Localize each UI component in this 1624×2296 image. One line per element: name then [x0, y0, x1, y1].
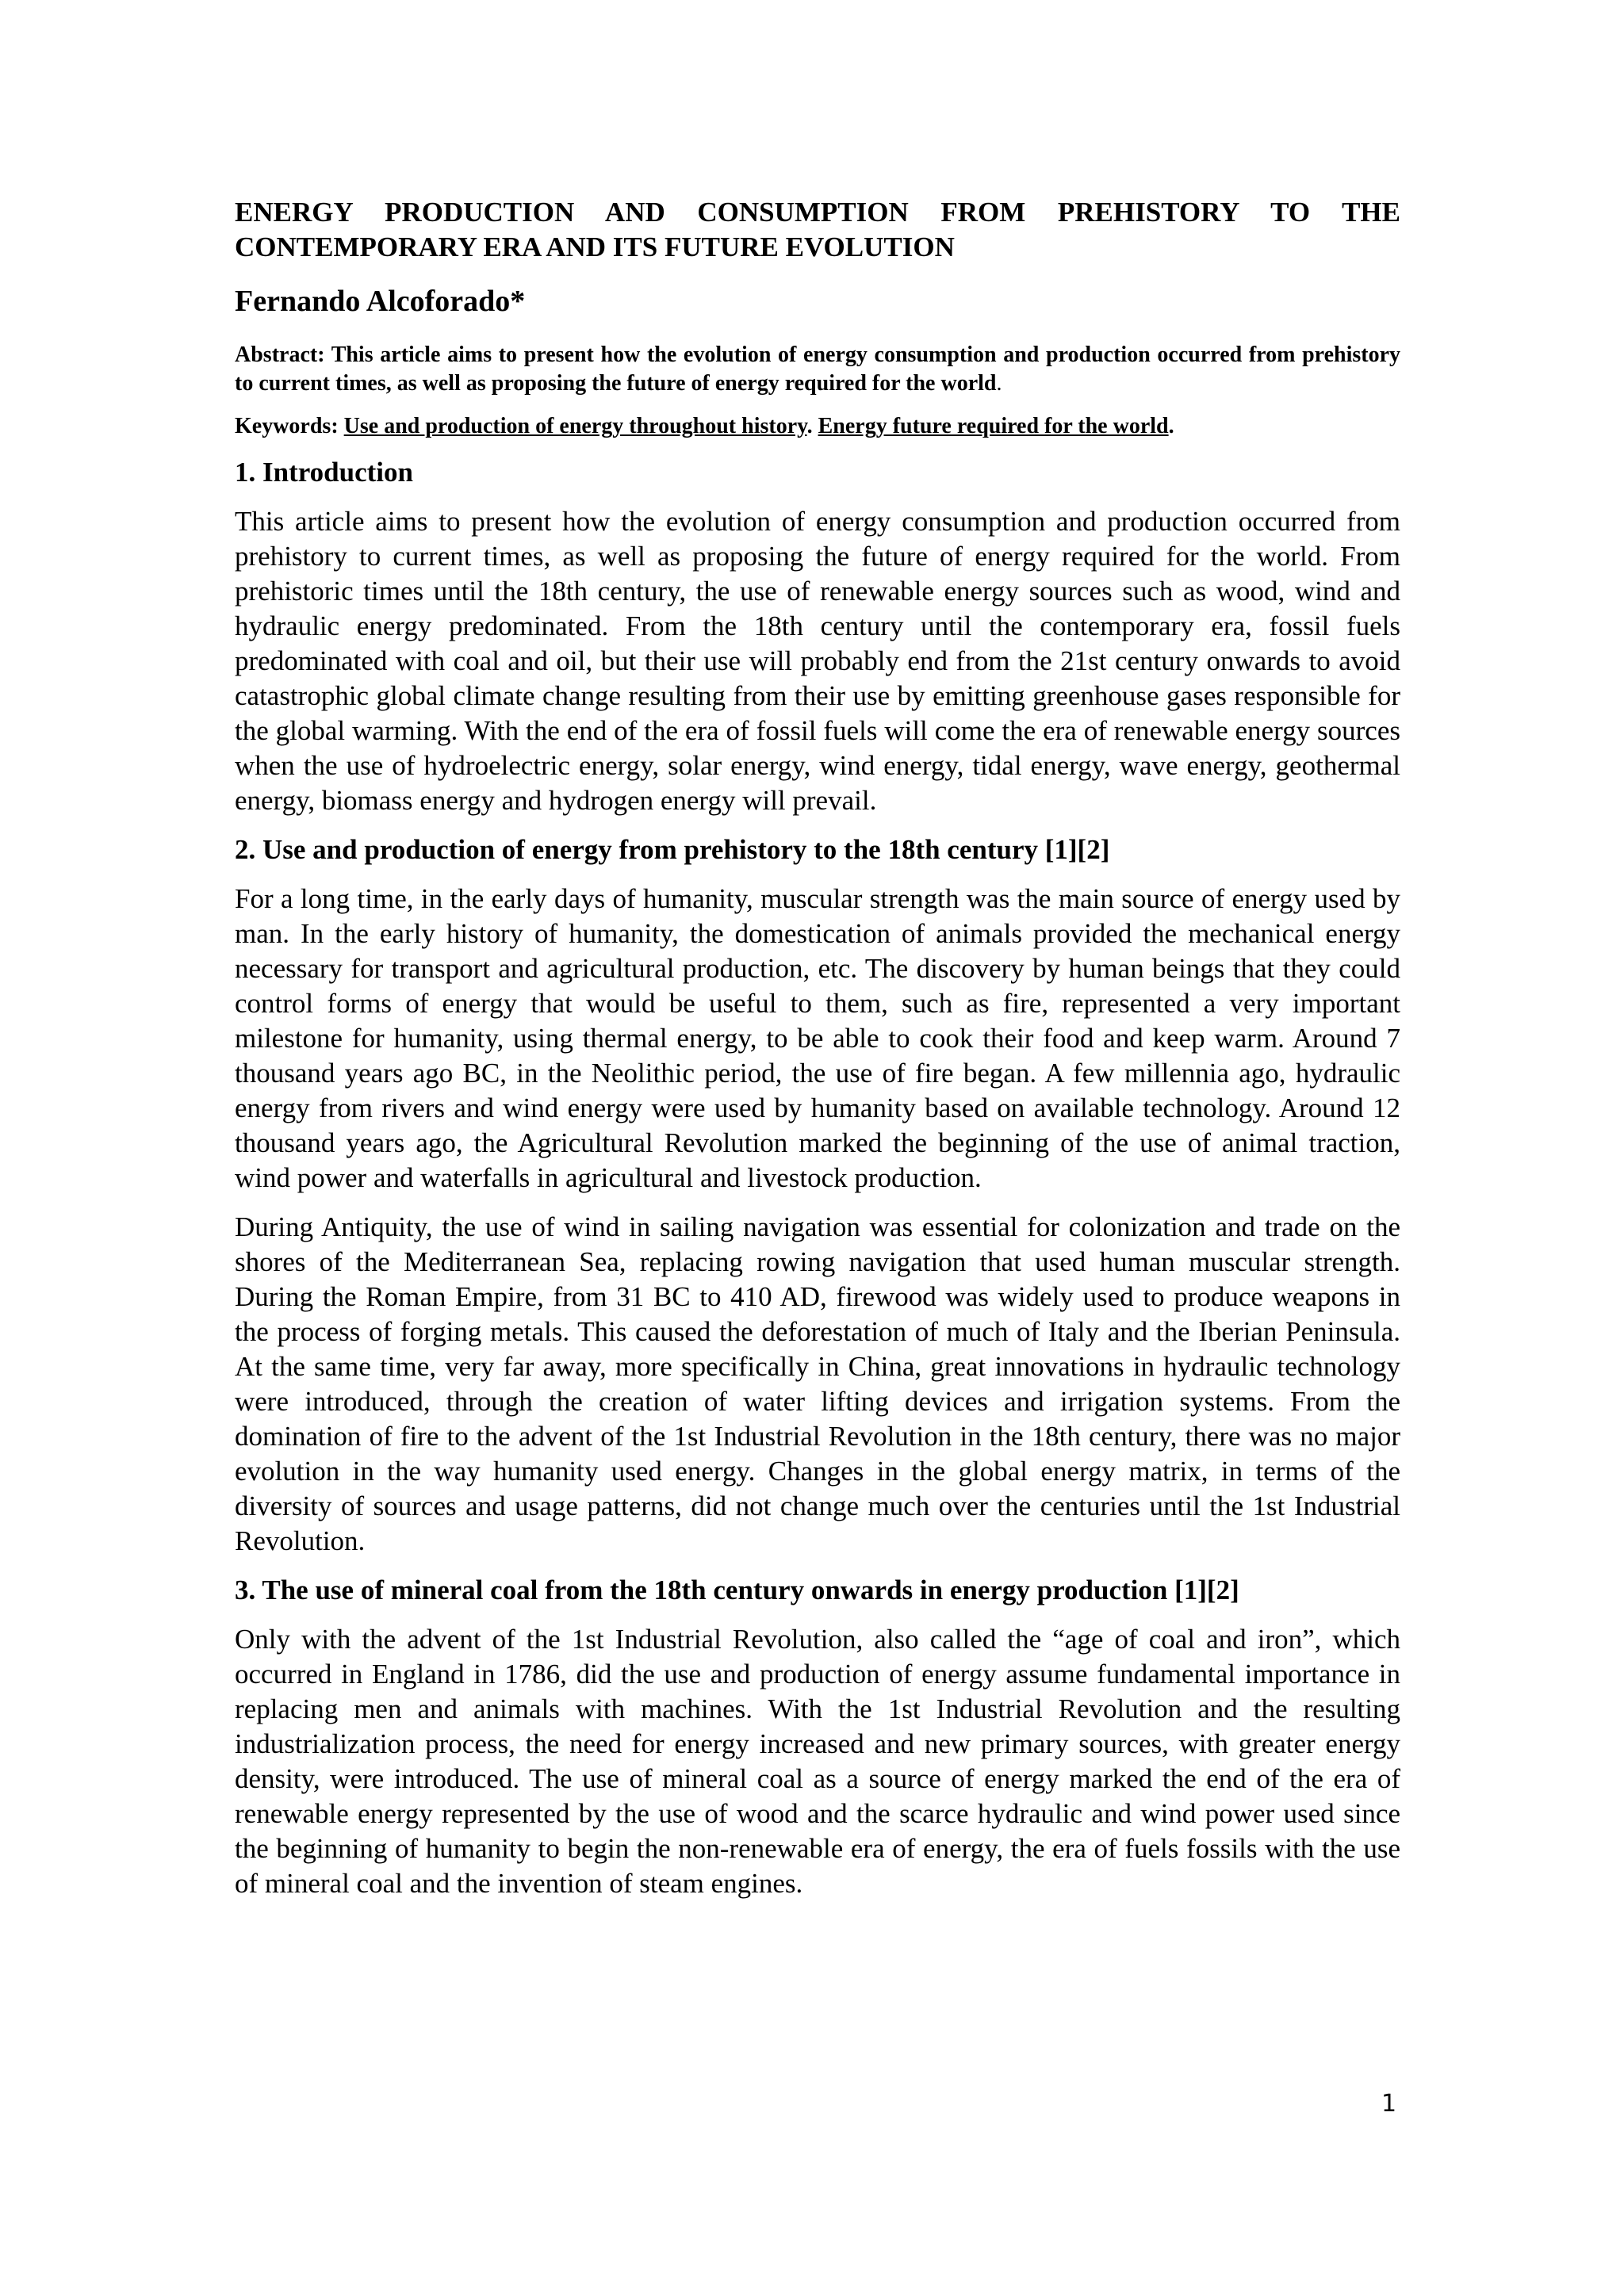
section-heading-prehistory: 2. Use and production of energy from prehistory to the 18th century [1][2]	[235, 834, 1110, 865]
author-name: Fernando Alcoforado*	[235, 285, 526, 318]
section-heading-introduction: 1. Introduction	[235, 457, 413, 488]
keyword-item: Energy future required for the world	[818, 414, 1169, 438]
document-page	[235, 195, 1400, 1915]
keyword-separator: .	[806, 414, 818, 438]
abstract-label: Abstract:	[235, 342, 325, 367]
keywords-label: Keywords:	[235, 414, 339, 438]
abstract-text: This article aims to present how the evolution of energy consumption and production occurred from prehistory to current times, as well as proposing the future of energy required for the world	[235, 342, 1400, 396]
page-number: 1	[1381, 2090, 1397, 2118]
abstract	[235, 341, 1400, 398]
paragraph: This article aims to present how the evolution of energy consumption and production occurred from prehistory to current times, as well as proposing the future of energy required for the world. From prehistoric times until the 18th century, the use of renewable energy sources such as wood, wind and hydraulic energy predominated. From the 18th century until the contemporary era, fossil fuels predominated with coal and oil, but their use will probably end from the 21st century onwards to avoid catastrophic global climate change resulting from their use by emitting greenhouse gases responsible for the global warming. With the end of the era of fossil fuels will come the era of renewable energy sources when the use of hydroelectric energy, solar energy, wind energy, tidal energy, wave energy, geothermal energy, biomass energy and hydrogen energy will prevail.	[235, 506, 1400, 816]
paragraph: During Antiquity, the use of wind in sailing navigation was essential for colonization and trade on the shores of the Mediterranean Sea, replacing rowing navigation that used human muscular strength. During the Roman Empire, from 31 BC to 410 AD, firewood was widely used to produce weapons in the process of forging metals. This caused the deforestation of much of Italy and the Iberian Peninsula. At the same time, very far away, more specifically in China, great innovations in hydraulic technology were introduced, through the creation of water lifting devices and irrigation systems. From the domination of fire to the advent of the 1st Industrial Revolution in the 18th century, there was no major evolution in the way humanity used energy. Changes in the global energy matrix, in terms of the diversity of sources and usage patterns, did not change much over the centuries until the 1st Industrial Revolution.	[235, 1211, 1400, 1556]
paragraph: For a long time, in the early days of humanity, muscular strength was the main source of energy used by man. In the early history of humanity, the domestication of animals provided the mechanical energy necessary for transport and agricultural production, etc. The discovery by human beings that they could control forms of energy that would be useful to them, such as fire, represented a very important milestone for humanity, using thermal energy, to be able to cook their food and keep warm. Around 7 thousand years ago BC, in the Neolithic period, the use of fire began. A few millennia ago, hydraulic energy from rivers and wind energy were used by humanity based on available technology. Around 12 thousand years ago, the Agricultural Revolution marked the beginning of the use of animal traction, wind power and waterfalls in agricultural and livestock production.	[235, 883, 1400, 1193]
article-title-line-1: ENERGY PRODUCTION AND CONSUMPTION FROM PREHISTORY TO THE	[235, 197, 1400, 228]
abstract-end: .	[996, 371, 1002, 396]
section-heading-mineral-coal: 3. The use of mineral coal from the 18th century onwards in energy production [1][2]	[235, 1575, 1239, 1605]
keyword-end: .	[1168, 414, 1174, 438]
keywords	[235, 412, 1400, 441]
article-title-line-2: CONTEMPORARY ERA AND ITS FUTURE EVOLUTION	[235, 232, 955, 262]
paragraph: Only with the advent of the 1st Industrial Revolution, also called the “age of coal and iron”, which occurred in England in 1786, did the use and production of energy assume fundamental importance in replacing men and animals with machines. With the 1st Industrial Revolution and the resulting industrialization process, the need for energy increased and new primary sources, with greater energy density, were introduced. The use of mineral coal as a source of energy marked the end of the era of renewable energy represented by the use of wood and the scarce hydraulic and wind power used since the beginning of humanity to begin the non-renewable era of energy, the era of fuels fossils with the use of mineral coal and the invention of steam engines.	[235, 1624, 1400, 1899]
keyword-item: Use and production of energy throughout history	[343, 414, 807, 438]
article-title	[235, 195, 1400, 265]
